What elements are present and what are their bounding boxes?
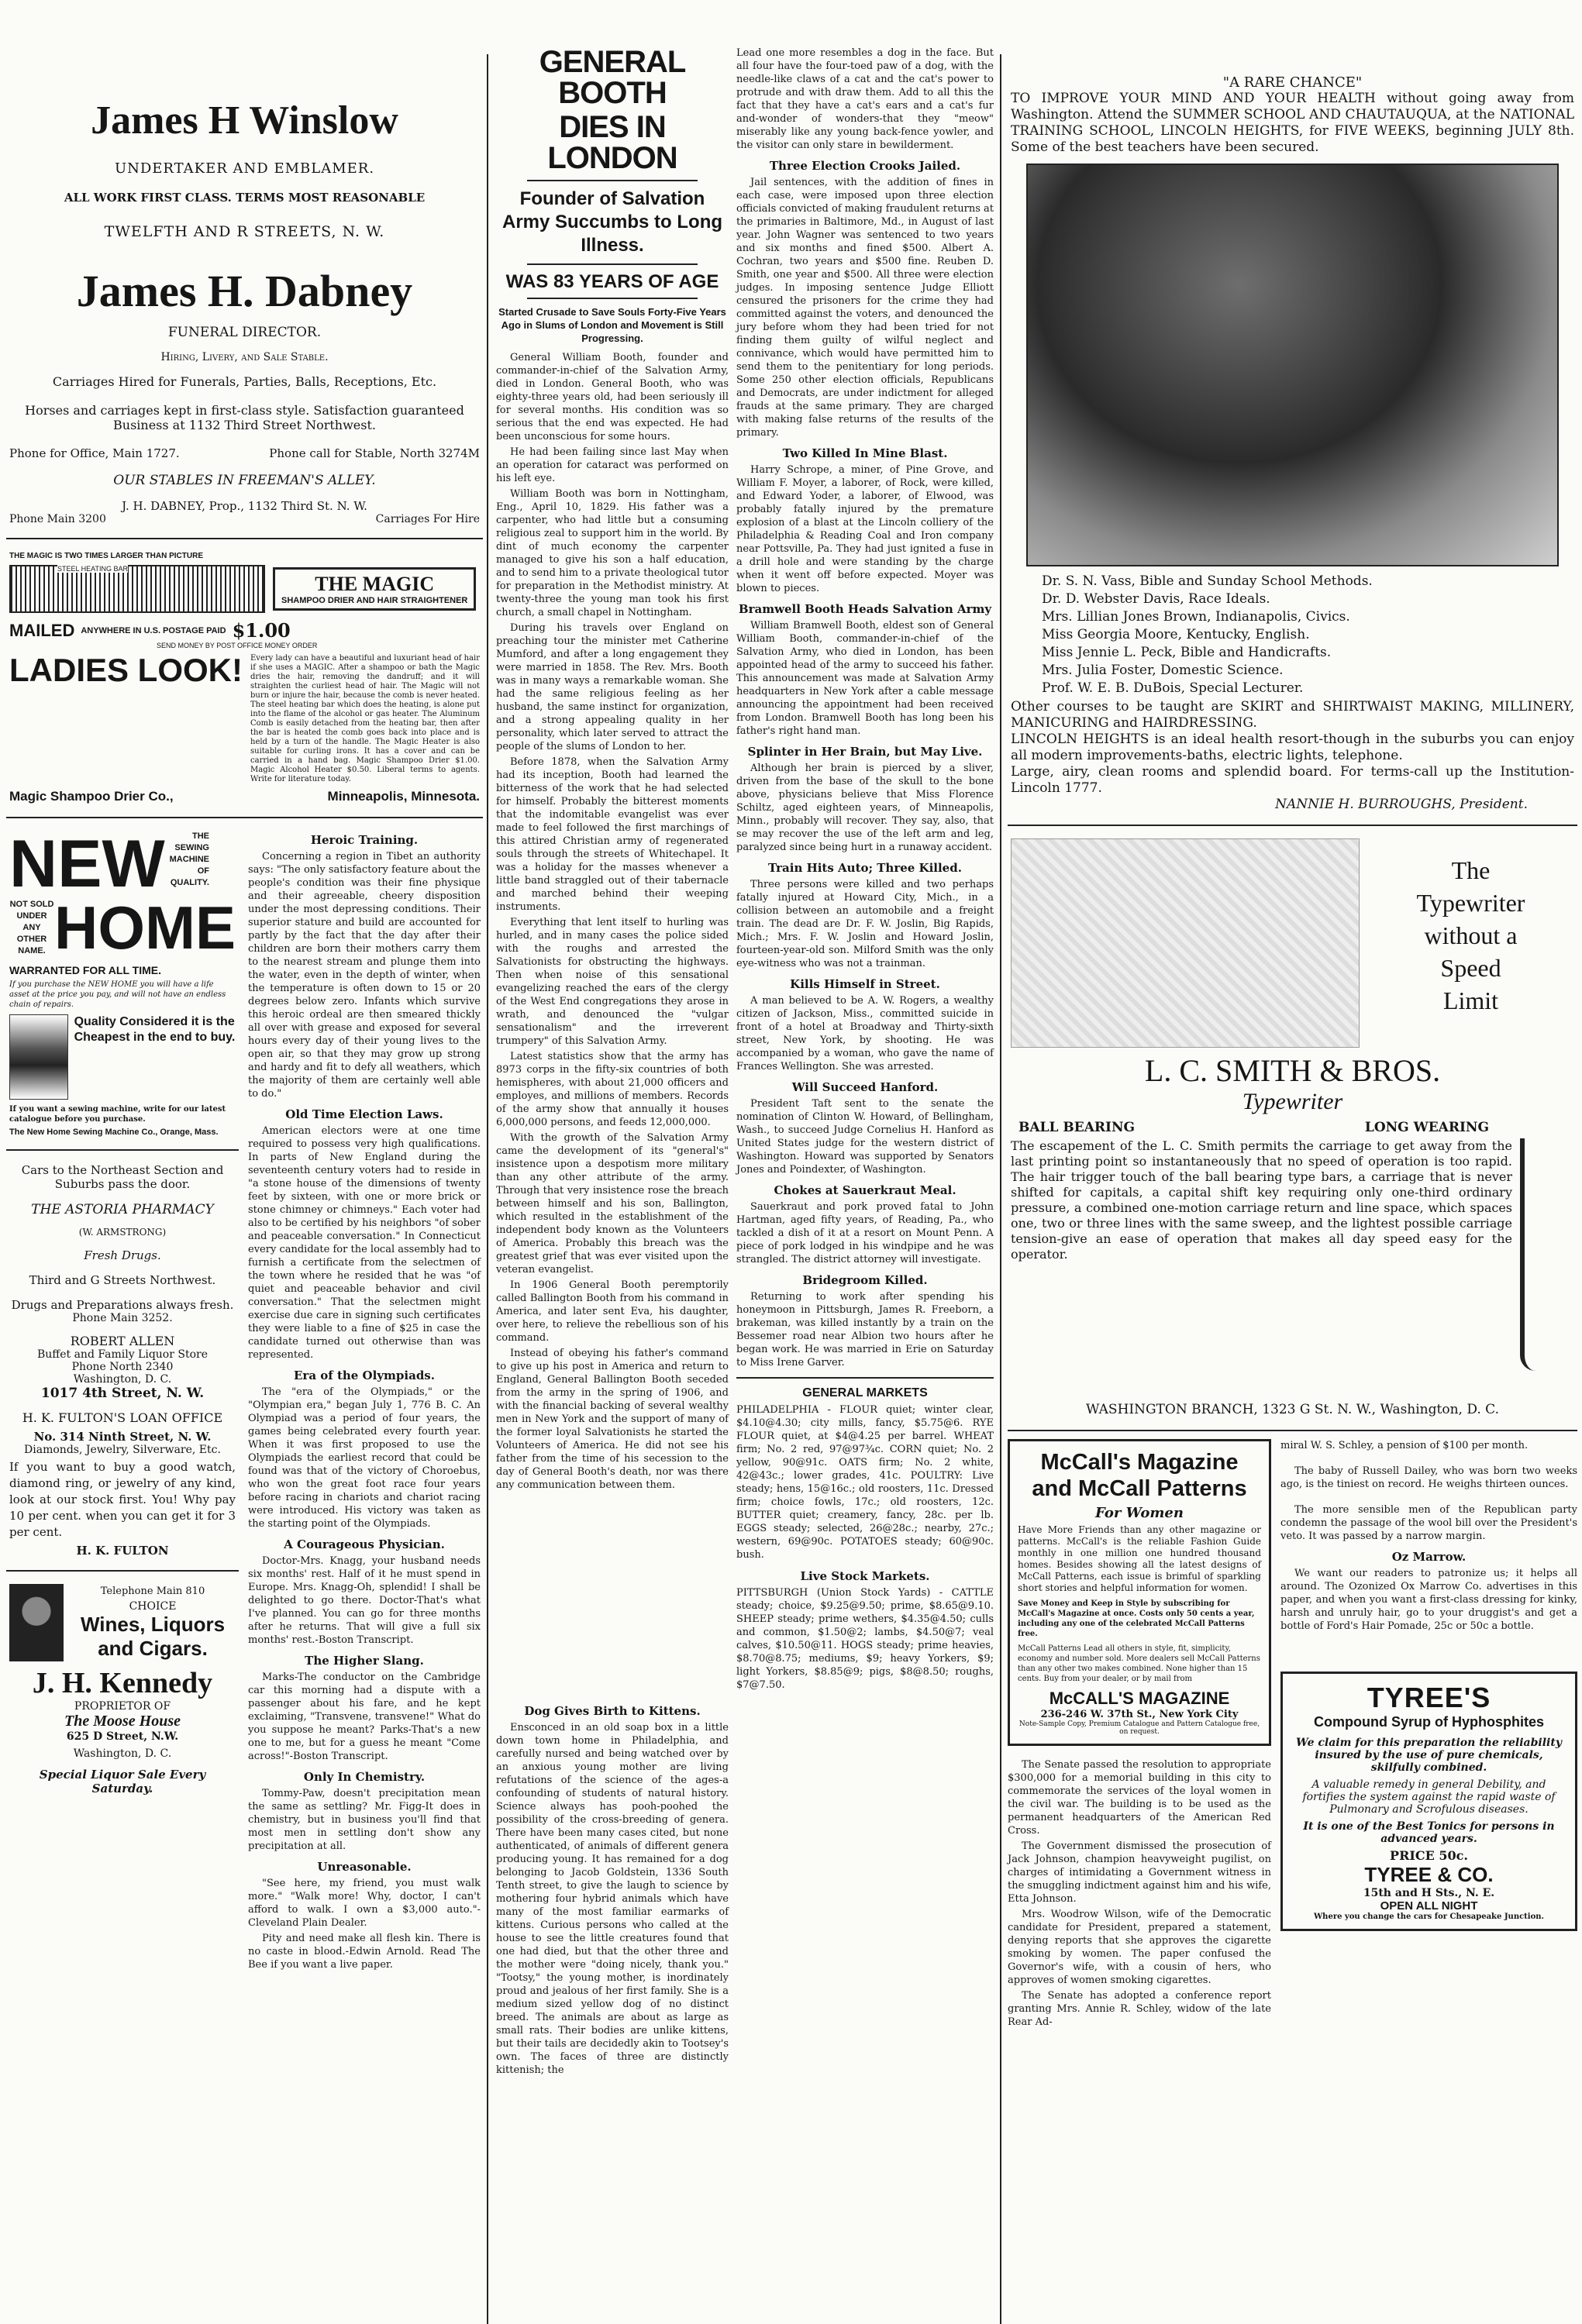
dabney-carriages: Carriages Hired for Funerals, Parties, Balls, Receptions, Etc. (52, 374, 437, 389)
article-text: The "era of the Olympiads," or the "Olympian era," began July 1, 776 B. C. An Olympiad was a period of four years, the games being celebrated every fourth year. When it was first proposed to use the Olympiads the earliest record that could be found was that of the victory of Choroebus, who won the great foot race four years before racing in chariots and chariot racing were introduced. His victory was taken as the starting point of the Olympiads. (248, 1386, 481, 1530)
smith-ball: BALL BEARING (1018, 1120, 1136, 1135)
booth-headline-5: Started Crusade to Save Souls Forty-Five Years Ago in Slums of London and Movement is Still Progressing. (498, 306, 726, 344)
dabney-phone-main: Phone Main 3200 (9, 513, 106, 525)
smith-typewriter: Typewriter (1416, 889, 1525, 917)
smith-speed: Speed (1440, 954, 1501, 982)
mccall-save: Save Money and Keep in Style by subscribing for McCall's Magazine at once. Costs only 50 cents a year, including any one of the celebrated McCall Patterns free. (1018, 1599, 1255, 1638)
article-title: Only In Chemistry. (303, 1770, 426, 1784)
markets-text: PHILADELPHIA - FLOUR quiet; winter clear, $4.10@4.30; city mills, fancy, $5.75@6. RYE FLOUR quiet, at $4@4.25 per barrel. WHEAT firm; No. 2 red, 97@97¾c. CORN quiet; No. 2 yellow, 90@91c. OATS firm; No. 2 white, 42@43c.; lower grades, 41c. POULTRY: Live steady; hens, 15@16c.; old roosters, 11c. Dressed firm; choice fowls, 17c.; old roosters, 12c. BUTTER quiet; creamery, fancy, 28c. per lb. EGGS steady; selected, 26@28c.; nearby, 27c.; western, 69@90c. POTATOES steady; 60@90c. bush. (736, 1404, 994, 1561)
tyree-ad (1280, 1672, 1577, 1931)
article-text: Harry Schrope, a miner, of Pine Grove, and William F. Moyer, a laborer, of Rock, were killed, and Edward Yoder, a laborer, of Elwood, was probably fatally injured by the premature explosion of a blast at the Lincoln colliery of the Philadelphia & Reading Coal and Iron company near Pottsville, Pa. They had just ignited a fuse in a drill hole and were standing by the charge when it went off before expected. Moyer was blown to pieces. (736, 464, 994, 594)
fulton-name: H. K. FULTON'S LOAN OFFICE (22, 1410, 223, 1425)
mccall-brand: McCALL'S MAGAZINE (1049, 1689, 1230, 1708)
article-text: Jail sentences, with the addition of fines in each case, were imposed upon three election officials convicted of making fraudulent returns at the primaries in Baltimore, Md., in August of last year. John Wagner was sentenced to two years and six months and fined $500. Albert A. Cochran, two years and $500 fine. Reuben D. Smith, one year and $500. All three were election judges. In imposing sentence Judge Elliott censured the prisoners for the crime they had committed against the voters, and denounced the jury before whom they had been tried for not finding them guilty of wilful neglect and connivance, which would have permitted him to send them to the penitentiary for long periods. Some 250 other election officials, Republicans and Democrats, are under indictment for alleged frauds at the same primary. They are charged with making false returns of the results of the primary. (736, 177, 994, 439)
tyree-best: It is one of the Best Tonics for persons in advanced years. (1303, 1820, 1555, 1845)
booth-article-body (496, 351, 729, 1492)
magic-top: THE MAGIC IS TWO TIMES LARGER THAN PICTURE (9, 552, 203, 560)
kennedy-cigars: and Cigars. (98, 1636, 208, 1660)
kennedy-wines: Wines, Liquors (80, 1612, 226, 1636)
article-title: Dog Gives Birth to Kittens. (524, 1704, 701, 1718)
magic-company: Magic Shampoo Drier Co., (9, 789, 174, 804)
chance-sig: NANNIE H. BURROUGHS, President. (1275, 797, 1528, 812)
tyree-name: TYREE'S (1367, 1682, 1491, 1713)
dabney-carriages-hire: Carriages For Hire (375, 513, 480, 525)
booth-headline-4: WAS 83 YEARS OF AGE (505, 271, 719, 292)
astoria-name: THE ASTORIA PHARMACY (31, 1202, 214, 1217)
kennedy-house: The Moose House (64, 1713, 181, 1730)
dabney-stables: OUR STABLES IN FREEMAN'S ALLEY. (113, 473, 376, 488)
col6-sensible: The more sensible men of the Republican party condemn the passage of the wool bill over the President's veto. It was passed by a narrow margin. (1280, 1504, 1577, 1542)
newhome-quality-text: Quality Considered it is the Cheapest in the end to buy. (74, 1015, 236, 1044)
article-title: Chokes at Sauerkraut Meal. (774, 1183, 956, 1197)
article-text: Sauerkraut and pork proved fatal to John Hartman, aged fifty years, of Reading, Pa., who tackled a dish of it at a resort on Mount Penn. A piece of pork lodged in his windpipe and he was strangled. The district attorney will investigate. (736, 1201, 994, 1265)
kennedy-address: 625 D Street, N.W. (66, 1730, 179, 1743)
booth-paragraph: With the growth of the Salvation Army came the development of its "general's" insistence upon a despotism more military than any other attribute of the army. Through that very insistence rose the breach between himself and his son, Ballington, which resulted in the establishment of the independent body known as the Volunteers of America. Probably this breach was the greatest grief that was ever visited upon the veteran evangelist. (496, 1132, 729, 1276)
winslow-ad (6, 46, 483, 245)
smith-limit: Limit (1442, 986, 1499, 1014)
right-block (1008, 70, 1577, 2324)
chance-ideal: LINCOLN HEIGHTS is an ideal health resort-though in the suburbs you can enjoy all modern improvements-baths, electric lights, telephone. (1011, 732, 1574, 763)
article-title: Bramwell Booth Heads Salvation Army (738, 602, 992, 616)
tyree-co: TYREE & CO. (1364, 1863, 1494, 1886)
booth-paragraph: Everything that lent itself to hurling was hurled, and in many cases the police sided with the roughs and arrested the Salvationists for obstructing the highways. Then when noise of this sensational evangelizing reached the ears of the clergy of the West End congregations they arose in wrath, and denounced the "vulgar sensationalism" and the irreverent trumpery" of this Salvation Army. (496, 917, 729, 1047)
astoria-ad (6, 1159, 239, 1329)
booth-paragraph: General William Booth, founder and commander-in-chief of the Salvation Army, died in London. General Booth, who was eighty-three years old, had been seriously ill for several months. His condition was so serious that the end was expected. He had been unconscious for some hours. (496, 352, 729, 442)
teacher-item: Dr. S. N. Vass, Bible and Sunday School Methods. (1042, 573, 1373, 589)
allen-address: 1017 4th Street, N. W. (40, 1386, 205, 1401)
newhome-sewing: SEWING (174, 843, 209, 852)
magic-anywhere: ANYWHERE IN U.S. POSTAGE PAID (81, 625, 226, 635)
col4-items (736, 160, 994, 1369)
col6-items (1280, 1439, 1577, 1633)
kennedy-name: J. H. Kennedy (32, 1667, 213, 1699)
astoria-owner: (W. ARMSTRONG) (78, 1227, 167, 1238)
kennedy-city: Washington, D. C. (73, 1747, 172, 1760)
oz-title: Oz Marrow. (1391, 1550, 1467, 1564)
dabney-business: Business at 1132 Third Street Northwest. (113, 418, 376, 432)
allen-ad (6, 1329, 239, 1406)
allen-name: ROBERT ALLEN (70, 1334, 175, 1348)
markets-title: GENERAL MARKETS (802, 1386, 928, 1400)
mccall-for: For Women (1095, 1505, 1184, 1521)
newhome-notsold: NOT SOLD UNDER ANY OTHER NAME. (9, 899, 54, 955)
booth-paragraph: Before 1878, when the Salvation Army had its inception, Booth had learned the bitterness of the work that he had selected for himself. Probably the bitterest moments that the indomitable evangelist was ever made to feel followed the first marchings of this attired Christian army of regenerated souls through the streets of Whitechapel. It was a holiday for the masses whenever a little band straggled out of their tabernacle and marched behind their weeping instruments. (496, 756, 729, 913)
chance-intro: TO IMPROVE YOUR MIND AND YOUR HEALTH without going away from Washington. Attend the SUMMER SCHOOL AND CHAUTAUQUA, at the NATIONAL TRAINING SCHOOL, LINCOLN HEIGHTS, for FIVE WEEKS, beginning JULY 8th. Some of the best teachers have been secured. (1011, 91, 1574, 155)
mccall-lead: McCall Patterns Lead all others in style, fit, simplicity, economy and number sold. More dealers sell McCall Patterns than any other two makes combined. None higher than 15 cents. Buy from your dealer, or by mail from (1018, 1644, 1260, 1683)
dabney-trade: FUNERAL DIRECTOR. (167, 325, 322, 340)
article-text: Concerning a region in Tibet an authority says: "The only satisfactory feature about the people's condition was their fine physique and their agreeable, cheery disposition under the most depressing conditions. Their superior stature and build are accounted for partly by the fact that the day after their children are born their mothers carry them to the nearest stream and plunge them into the water, even in the depth of winter, when the temperature is often down to 15 or 20 degrees below zero. Infants which survive this heroic ordeal are then smeared thickly all over with grease and exposed for several hours every day of their young lives to the open air, so that they may grow up strong and hardy and fit to defy all weathers, which the majority of them are certainly well able to do." (248, 851, 481, 1100)
article-title: Era of the Olympiads. (294, 1369, 435, 1382)
article-title: Two Killed In Mine Blast. (782, 446, 948, 460)
article-title: Kills Himself in Street. (790, 977, 940, 991)
allen-city: Washington, D. C. (73, 1373, 172, 1386)
sewing-machine-image (9, 1014, 68, 1100)
magic-send: SEND MONEY BY POST OFFICE MONEY ORDER (157, 642, 318, 649)
magic-city: Minneapolis, Minnesota. (327, 789, 480, 804)
dabney-ad (6, 260, 483, 530)
newhome-quality: QUALITY. (170, 878, 209, 887)
magic-comb-image (9, 565, 265, 613)
oz-text: We want our readers to patronize us; it helps all around. The Ozonized Ox Marrow Co. advertises in this paper, and when you want a first-class dressing for kinky, harsh and unruly hair, go to your druggist's and get a bottle of Ford's Hair Pomade, 25c or 50c a bottle. (1280, 1568, 1577, 1632)
allen-buffet: Buffet and Family Liquor Store (36, 1348, 209, 1361)
kennedy-prop: PROPRIETOR OF (74, 1700, 171, 1713)
column-4 (736, 46, 994, 2324)
chance-ad (1008, 70, 1577, 817)
teachers-list (1011, 573, 1574, 697)
astoria-address: Third and G Streets Northwest. (29, 1273, 216, 1287)
newhome-of: OF (197, 866, 209, 876)
article-text: A man believed to be A. W. Rogers, a wealthy citizen of Jackson, Miss., committed suicide in front of a hotel at Broadway and Thirty-sixth street, New York, by shooting. He was accompanied by a woman, who gave the name of Frances Wellington. She was arrested. (736, 995, 994, 1072)
winslow-name: James H Winslow (91, 98, 398, 143)
booth-paragraph: He had been failing since last May when an operation for cataract was performed on his left eye. (496, 446, 729, 484)
article-title: Bridegroom Killed. (802, 1273, 928, 1287)
newhome-new: NEW (9, 827, 165, 901)
column-1 (6, 46, 483, 2324)
smith-the: The (1451, 856, 1491, 884)
senate-memorial: The Senate passed the resolution to appropriate $300,000 for a memorial building in this city to commemorate the services of the loyal women in the civil war. The building is to be used as the permanent headquarters of the American Red Cross. (1008, 1759, 1271, 1837)
fulton-address: No. 314 Ninth Street, N. W. (33, 1430, 212, 1444)
booth-headline-2: DIES IN LONDON (547, 110, 677, 175)
dog-article (496, 1697, 729, 2079)
booth-paragraph: Instead of obeying his father's command to give up his post in America and return to England, General Ballington Booth seceded from the army in the spring of 1906, and with the financial backing of several wealthy men in New York and the support of many of the former loyal Salvationists he started the Volunteers of America. He did not see his father from the time of his secession to the day of General Booth's death, nor was there any communication between them. (496, 1348, 729, 1491)
teacher-item: Dr. D. Webster Davis, Race Ideals. (1042, 591, 1270, 607)
astoria-phone: Phone Main 3252. (72, 1312, 173, 1324)
astoria-cars: Cars to the Northeast Section and Suburbs pass the door. (21, 1163, 224, 1191)
smith-sub: Typewriter (1242, 1089, 1343, 1114)
winslow-trade: UNDERTAKER AND EMBLAMER. (114, 160, 375, 177)
magic-ad (6, 547, 483, 809)
dabney-phone-stable: Phone call for Stable, North 3274M (269, 446, 480, 460)
teacher-item: Miss Georgia Moore, Kentucky, English. (1042, 627, 1310, 642)
article-text: Pity and need make all flesh kin. There is no caste in blood.-Edwin Arnold. Read The Bee if you want a live paper. (248, 1933, 481, 1971)
mccall-note: Note-Sample Copy, Premium Catalogue and Pattern Catalogue free, on request. (1018, 1720, 1260, 1736)
magic-mailed: MAILED (9, 620, 75, 640)
col6-pension: miral W. S. Schley, a pension of $100 per month. (1280, 1440, 1529, 1451)
booth-headline-3: Founder of Salvation Army Succumbs to Long Illness. (501, 188, 723, 256)
senate-items (1008, 1758, 1271, 2029)
tyree-addr: 15th and H Sts., N. E. (1363, 1887, 1495, 1899)
magic-ladies: LADIES LOOK! (9, 652, 243, 688)
article-text: President Taft sent to the senate the nomination of Clinton W. Howard, of Bellingham, Wash., to succeed Judge Cornelius H. Hanford as United States judge for the western district of Washington. Howard was supported by Senators Jones and Poindexter, of Washington. (736, 1098, 994, 1176)
astoria-prep: Drugs and Preparations always fresh. (11, 1298, 234, 1312)
kennedy-portrait (9, 1584, 64, 1661)
booth-headline-1: GENERAL BOOTH (539, 45, 686, 110)
mccall-address: 236-246 W. 37th St., New York City (1040, 1709, 1239, 1720)
mccall-ad (1008, 1439, 1271, 1746)
typewriter-image (1011, 838, 1360, 1048)
article-title: Will Succeed Hanford. (791, 1080, 939, 1094)
mccall-text: Have More Friends than any other magazine or patterns. McCall's is the reliable Fashion Guide monthly in one million one hundred thousand homes. Besides showing all the latest designs of McCall Patterns, each issue is brimful of sparkling short stories and helpful information for women. (1018, 1524, 1261, 1593)
senate-conference: The Senate has adopted a conference report granting Mrs. Annie R. Schley, widow of the late Rear Ad- (1008, 1990, 1271, 2028)
dabney-phone-office: Phone for Office, Main 1727. (9, 446, 180, 460)
chance-courses: Other courses to be taught are SKIRT and SHIRTWAIST MAKING, MILLINERY, MANICURING and HAIRDRESSING. (1011, 699, 1574, 731)
article-text: Three persons were killed and two perhaps fatally injured at Howard City, Mich., in a collision between an automobile and a freight train. The dead are Dr. F. W. Joslin, Big Rapids, Mich.; Mrs. F. W. Joslin and Howard Joslin, fourteen-year-old son. Milford Smith was the only eye-witness who was not a trainman. (736, 879, 994, 969)
fulton-ad (6, 1406, 239, 1562)
livestock-title: Live Stock Markets. (800, 1569, 930, 1583)
allen-phone: Phone North 2340 (71, 1361, 174, 1373)
tyree-price: PRICE 50c. (1390, 1848, 1468, 1863)
dabney-services: Hiring, Livery, and Sale Stable. (160, 351, 329, 363)
kennedy-choice: CHOICE (129, 1599, 177, 1613)
senate-johnson: The Government dismissed the prosecution of Jack Johnson, champion heavyweight pugilist, on charges of intimidating a Government witness in the smuggling indictment against him and his wife, Etta Johnson. (1008, 1840, 1271, 1905)
teacher-item: Mrs. Lillian Jones Brown, Indianapolis, Civics. (1042, 609, 1350, 625)
article-title: Three Election Crooks Jailed. (769, 159, 961, 173)
magic-brand: THE MAGIC (315, 573, 435, 595)
tyree-where: Where you change the cars for Chesapeake Junction. (1313, 1913, 1545, 1921)
booth-paragraph: Latest statistics show that the army has 8973 corps in the fifty-six countries of both hemispheres, with about 21,000 officers and employes, and millions of members. Records of the army show that annually it houses 6,000,000 persons, and feeds 12,000,000. (496, 1051, 729, 1128)
booth-paragraph: During his travels over England on preaching tour the minister met Catherine Mumford, and after a long engagement they were married in 1858. The Rev. Mrs. Booth was in many ways a remarkable woman. She had the same religious feeling as her husband, the same instinct for organization, and a strong appealing quality in her personality, which later served to attract the people of the slums of London to her. (496, 622, 729, 752)
smith-brand: L. C. SMITH & BROS. (1144, 1053, 1441, 1088)
teacher-item: Miss Jennie L. Peck, Bible and Handicrafts. (1042, 645, 1332, 660)
article-title: Train Hits Auto; Three Killed. (768, 861, 962, 875)
teacher-item: Prof. W. E. B. DuBois, Special Lecturer. (1042, 680, 1304, 696)
article-title: Unreasonable. (317, 1860, 412, 1874)
tyree-remedy: A valuable remedy in general Debility, and fortifies the system against the rapid waste of Pulmonary and Scrofulous diseases. (1302, 1778, 1556, 1816)
chance-rooms: Large, airy, clean rooms and splendid board. For terms-call up the Institution-Lincoln 1777. (1011, 764, 1574, 796)
teacher-item: Mrs. Julia Foster, Domestic Science. (1042, 663, 1284, 678)
column-2 (248, 826, 481, 1974)
school-photo (1026, 164, 1559, 566)
fulton-text: If you want to buy a good watch, diamond ring, or jewelry of any kind, look at our stock first. You! Why pay 10 per cent. when you can get it for 3 per cent. (9, 1460, 236, 1539)
tyree-compound: Compound Syrup of Hyphosphites (1314, 1714, 1544, 1730)
article-text: William Bramwell Booth, eldest son of General William Booth, commander-in-chief of the Salvation Army, who died in London, has been appointed head of the army to succeed his father. This announcement was made at Salvation Army headquarters in New York after a cable message announcing the appointment had been received from London. Bramwell Booth has long been his father's right hand man. (736, 620, 994, 737)
article-title: A Courageous Physician. (284, 1537, 445, 1551)
article-text: Marks-The conductor on the Cambridge car this morning had a dispute with a passenger about his fare, and he kept exclaiming, "Transvene, transvene!" What do you suppose he meant? Parks-That's a new one to me, but for a guess he meant "Come across!"-Boston Transcript. (248, 1672, 481, 1762)
winslow-address: TWELFTH AND R STREETS, N. W. (104, 223, 385, 240)
col6-baby: The baby of Russell Dailey, who was born two weeks ago, is the tiniest on record. He weighs thirteen ounces. (1280, 1465, 1577, 1490)
dabney-style: Horses and carriages kept in first-class style. Satisfaction guaranteed (25, 403, 464, 418)
newhome-home: HOME (54, 893, 236, 962)
tyree-claim: We claim for this preparation the reliability insured by the use of pure chemicals, skilfully combined. (1296, 1737, 1562, 1774)
kennedy-ad (6, 1579, 239, 1800)
newhome-company: The New Home Sewing Machine Co., Orange, Mass. (9, 1128, 219, 1137)
newhome-ad (6, 826, 239, 1141)
winslow-tagline: ALL WORK FIRST CLASS. TERMS MOST REASONABLE (64, 191, 426, 205)
chance-title: "A RARE CHANCE" (1222, 74, 1363, 91)
article-text: Although her brain is pierced by a sliver, driven from the base of the skull to the bone above, physicians believe that Miss Florence Schiltz, aged eighteen years, of Minneapolis, Minn., probably will recover. They say, also, that se may recover the use of the left arm and leg, paralyzed since being hurt in a runaway accident. (736, 763, 994, 853)
mccall-title: McCall's Magazine and McCall Patterns (1032, 1450, 1247, 1501)
dabney-prop: J. H. DABNEY, Prop., 1132 Third St. N. W. (122, 499, 367, 513)
astoria-drugs: Fresh Drugs. (84, 1248, 161, 1262)
fulton-goods: Diamonds, Jewelry, Silverware, Etc. (24, 1444, 221, 1456)
tyree-open: OPEN ALL NIGHT (1380, 1899, 1478, 1913)
livestock-text: PITTSBURGH (Union Stock Yards) - CATTLE steady; choice, $9.25@9.50; prime, $8.65@9.10. SHEEP steady; prime wethers, $4.35@4.50; culls and common, $1.50@2; lambs, $4.50@7; veal calves, $10.50@11. HOGS steady; prime heavies, $8.70@8.75; mediums, $9; heavy Yorkers, $9; light Yorkers, $8.85@9; pigs, $8@8.50; roughs, $7@7.50. (736, 1587, 994, 1691)
senate-wilson: Mrs. Woodrow Wilson, wife of the Democratic candidate for President, prepared a statement, denying reports that she approves the cigarette smoking by women. The paper confused the Governor's wife, with a cousin of hers, who approves of women smoking cigarettes. (1008, 1909, 1271, 1986)
article-text: Doctor-Mrs. Knagg, your husband needs six months' rest. Half of it he must spend in Europe. Mrs. Knagg-Oh, splendid! I shall be delighted to go there. Doctor-That's what I've planned. You can go for three months after he returns. That will give a full six months' rest.-Boston Transcript. (248, 1555, 481, 1646)
newhome-machine: MACHINE (169, 855, 209, 864)
fulton-sig: H. K. FULTON (76, 1544, 169, 1558)
article-title: Heroic Training. (310, 833, 419, 847)
newhome-promise: If you purchase the NEW HOME you will have a life asset at the price you pay, and will not have an endless chain of repairs. (9, 980, 226, 1009)
article-text: Ensconced in an old soap box in a little down town home in Philadelphia, and carefully nursed and being watched over by an anxious young mother are living refutations of the science of the ages-a confounding of students of natural history. Science always has pooh-poohed the possibility of the cross-breeding of genera. There have been many cases cited, but none authenticated, of animals of different genera producing young. It has remained for a dog belonging to Jacob Goldstein, 1336 South Tenth street, to give the laugh to science by mothering four hybrid animals which have many of the most familiar earmarks of kittens. Curious persons who called at the house to see the little creatures found that one had died, but that the other three and the mother were "doing nicely, thank you." "Tootsy," the young mother, is inordinately proud and jealous of her first family. She is a medium sized yellow dog of no distinct breed. The animals are about as large as small rats. Their bodies are unlike kittens, but their tails are decidedly akin to Tootsey's own. The faces of three are distinctly kittenish; the (496, 1722, 729, 2076)
article-text: "See here, my friend, you must walk more." "Walk more! Why, doctor, I can't afford to walk. I own a $3,000 auto."-Cleveland Plain Dealer. (248, 1878, 481, 1929)
magic-comb-label: STEEL HEATING BAR (57, 565, 129, 573)
kennedy-sale: Special Liquor Sale Every Saturday. (39, 1768, 206, 1796)
dabney-name: James H. Dabney (76, 266, 413, 316)
article-text: Tommy-Paw, doesn't precipitation mean the same as settling? Mr. Figg-It does in chemistry, but in business you'll find that most men in settling don't show any precipitation at all. (248, 1788, 481, 1852)
article-title: Splinter in Her Brain, but May Live. (747, 745, 983, 759)
newhome-the: THE (191, 831, 209, 841)
smith-branch: WASHINGTON BRANCH, 1323 G St. N. W., Washington, D. C. (1086, 1402, 1499, 1417)
smith-without: without a (1424, 921, 1518, 949)
dog-continued: Lead one more resembles a dog in the face. But all four have the four-toed paw of a dog, with the needle-like claws of a cat and the cat's power to protrude and with draw them. Add to all this the fact that they have a cat's ears and a cat's fur and-wonder of wonders-that they "meow" miserably like any young back-fence yowler, and the visitor can only stare in bewilderment. (736, 47, 994, 151)
newhome-warranted: WARRANTED FOR ALL TIME. (9, 964, 161, 976)
magic-desc: Every lady can have a beautiful and luxuriant head of hair if she uses a MAGIC. After a shampoo or bath the Magic dries the hair, removing the dandruff; and it will straighten the curliest head of hair. The Magic will not burn or injure the hair, because the comb is never heated. The steel heating bar which does the heating, is alone put into the flame of the alcohol or gas heater. The Aluminum Comb is easily detached from the heating bar, then after the bar is heated the comb goes back into place and is held by a turn of the handle. The Magic Heater is also suitable for curling irons. It has a cover and can be carried in a hand bag. Magic Shampoo Drier $1.00. Magic Alcohol Heater $0.50. Liberal terms to agents. Write for literature today. (250, 654, 480, 783)
kennedy-phone: Telephone Main 810 (100, 1585, 205, 1597)
carriage-icon (1520, 1138, 1574, 1371)
magic-price: $1.00 (232, 619, 291, 642)
smith-text: The escapement of the L. C. Smith permits the carriage to get away from the last printing point so instantaneously that no speed of operation is too rapid. The hair trigger touch of the ball bearing type bars, a carriage that is never shifted for capitals, a capital shift key requiring only one-third ordinary pressure, a combined one-motion carriage return and line space, which spaces one, two or three lines with the same sweep, and the lightest possible carriage tension-give an ease of operation that makes all day speed easy for the operator. (1011, 1138, 1512, 1262)
smith-ad (1008, 834, 1577, 1422)
article-text: Returning to work after spending his honeymoon in Pittsburgh, James R. Freeborn, a brakeman, was killed instantly by a train on the Bessemer road near Albion two hours after he began work. He was married in Erie on Saturday to Miss Irene Garver. (736, 1291, 994, 1369)
booth-paragraph: William Booth was born in Nottingham, Eng., April 10, 1829. His father was a carpenter, who had little but a consuming religious zeal to support him in the world. By dint of much economy the carpenter managed to give his son a half education, and to send him to a private theological tutor for preparation in the Methodist ministry. At twenty-three the young man took his first church, a small chapel in Nottingham. (496, 488, 729, 618)
booth-paragraph: In 1906 General Booth peremptorily called Ballington Booth from his command in America, and later sent Eva, his daughter, over here, to relieve the rebellious son of his command. (496, 1279, 729, 1344)
newhome-want: If you want a sewing machine, write for our latest catalogue before you purchase. (9, 1105, 226, 1124)
article-text: American electors were at one time required to possess very high qualifications. In parts of New England during the seventeenth century voters had to reside in "a stone house of the dimensions of twenty feet by sixteen, with one or more brick or stone chimney or chimneys." Each voter had also to be certified by his neighbors "of sober and peaceable conversation." In Connecticut every candidate for the local assembly had to furnish a certificate from the selectmen of the town where he resided that he was "of quiet and peaceable behavior and civil conversation." That the selectmen might exercise due care in signing such certificates they were liable to a fine of $25 in case the candidate turned out otherwise than was represented. (248, 1125, 481, 1361)
magic-product: SHAMPOO DRIER AND HAIR STRAIGHTENER (281, 596, 468, 605)
smith-long: LONG WEARING (1364, 1120, 1489, 1135)
article-title: Old Time Election Laws. (285, 1107, 443, 1121)
article-title: The Higher Slang. (305, 1654, 424, 1668)
